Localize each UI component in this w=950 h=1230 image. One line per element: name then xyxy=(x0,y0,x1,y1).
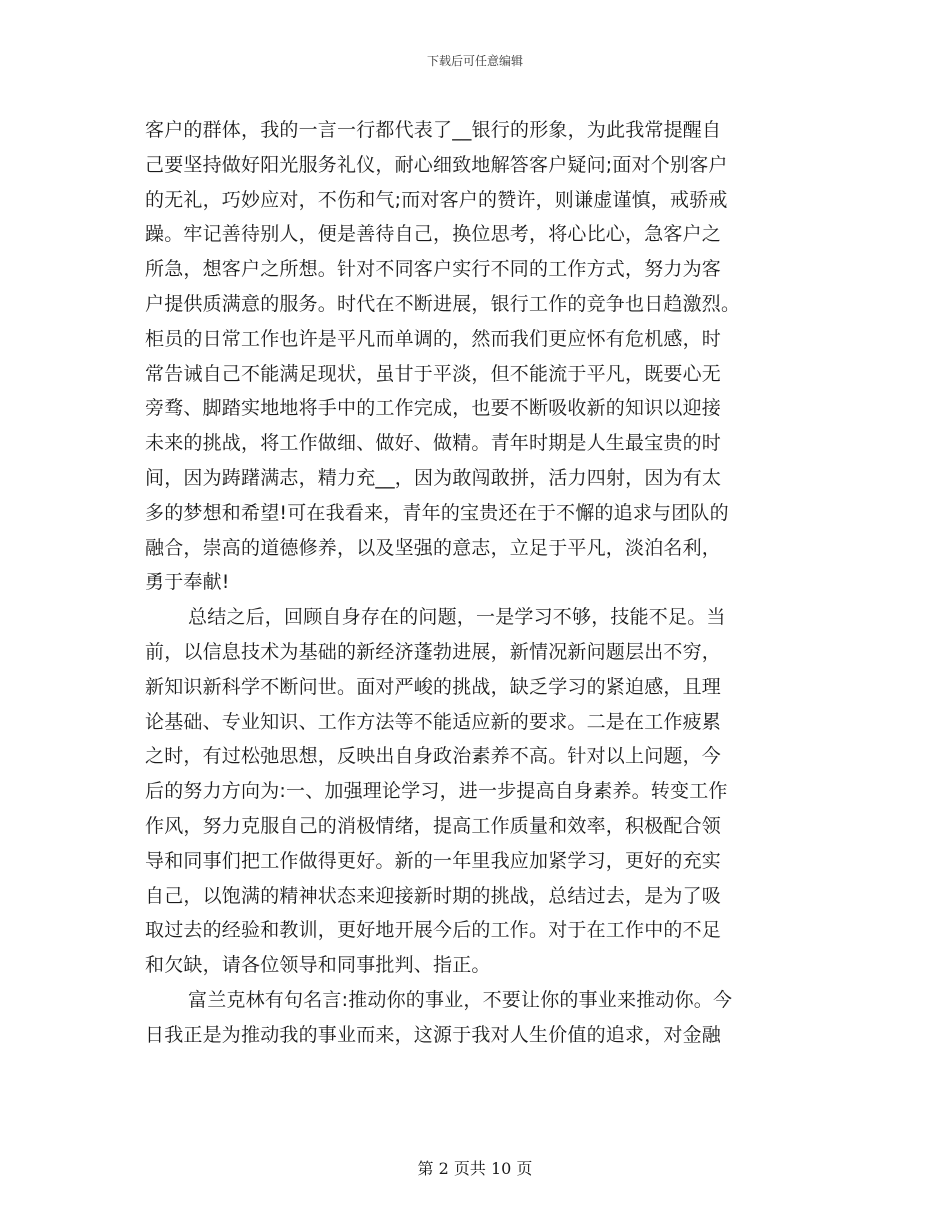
page-number: 第 2 页共 10 页 xyxy=(417,1159,533,1178)
text-line: 自己，以饱满的精神状态来迎接新时期的挑战，总结过去，是为了吸 xyxy=(145,884,722,907)
text-line: 导和同事们把工作做得更好。新的一年里我应加紧学习，更好的充实 xyxy=(145,849,722,872)
text-line: 旁骛、脚踏实地地将手中的工作完成，也要不断吸收新的知识以迎接 xyxy=(145,397,722,420)
text-line: 的无礼，巧妙应对，不伤和气;而对客户的赞许，则谦虚谨慎，戒骄戒 xyxy=(145,188,728,211)
text-line: 多的梦想和希望!可在我看来，青年的宝贵还在于不懈的追求与团队的 xyxy=(145,501,729,524)
text-line: 取过去的经验和教训，更好地开展今后的工作。对于在工作中的不足 xyxy=(145,919,722,942)
text-line: 勇于奉献! xyxy=(145,571,230,594)
text-line: 和欠缺，请各位领导和同事批判、指正。 xyxy=(145,954,491,977)
paragraph-start-line: 总结之后，回顾自身存在的问题，一是学习不够，技能不足。当 xyxy=(188,606,726,629)
text-line: 户提供质满意的服务。时代在不断进展，银行工作的竞争也日趋激烈。 xyxy=(145,292,741,315)
text-line: 未来的挑战，将工作做细、做好、做精。青年时期是人生最宝贵的时 xyxy=(145,432,722,455)
text-line: 躁。牢记善待别人，便是善待自己，换位思考，将心比心，急客户之 xyxy=(145,223,722,246)
text-line: 所急，想客户之所想。针对不同客户实行不同的工作方式，努力为客 xyxy=(145,258,722,281)
text-line: 常告诫自己不能满足现状，虽甘于平淡，但不能流于平凡，既要心无 xyxy=(145,362,722,385)
page-header-note: 下载后可任意编辑 xyxy=(426,54,523,68)
paragraph-start-line: 富兰克林有句名言:推动你的事业，不要让你的事业来推动你。今 xyxy=(188,988,733,1011)
text-line: 柜员的日常工作也许是平凡而单调的，然而我们更应怀有危机感，时 xyxy=(145,327,722,350)
text-line: 作风，努力克服自己的消极情绪，提高工作质量和效率，积极配合领 xyxy=(145,814,722,837)
text-line: 后的努力方向为:一、加强理论学习，进一步提高自身素养。转变工作 xyxy=(145,780,728,803)
text-line: 客户的群体，我的一言一行都代表了__银行的形象，为此我常提醒自 xyxy=(145,119,722,141)
document-body xyxy=(145,113,805,1053)
text-line: 新知识新科学不断问世。面对严峻的挑战，缺乏学习的紧迫感，且理 xyxy=(145,675,722,698)
text-line: 日我正是为推动我的事业而来，这源于我对人生价值的追求，对金融 xyxy=(145,1023,722,1046)
text-line: 融合，崇高的道德修养，以及坚强的意志，立足于平凡，淡泊名利， xyxy=(145,536,722,559)
text-line: 间，因为踌躇满志，精力充__，因为敢闯敢拼，活力四射，因为有太 xyxy=(145,466,722,489)
text-line: 前，以信息技术为基础的新经济蓬勃进展，新情况新问题层出不穷， xyxy=(145,640,722,663)
text-line: 之时，有过松弛思想，反映出自身政治素养不高。针对以上问题，今 xyxy=(145,745,722,768)
text-line: 论基础、专业知识、工作方法等不能适应新的要求。二是在工作疲累 xyxy=(145,710,722,733)
text-line: 己要坚持做好阳光服务礼仪，耐心细致地解答客户疑问;面对个别客户 xyxy=(145,153,728,176)
